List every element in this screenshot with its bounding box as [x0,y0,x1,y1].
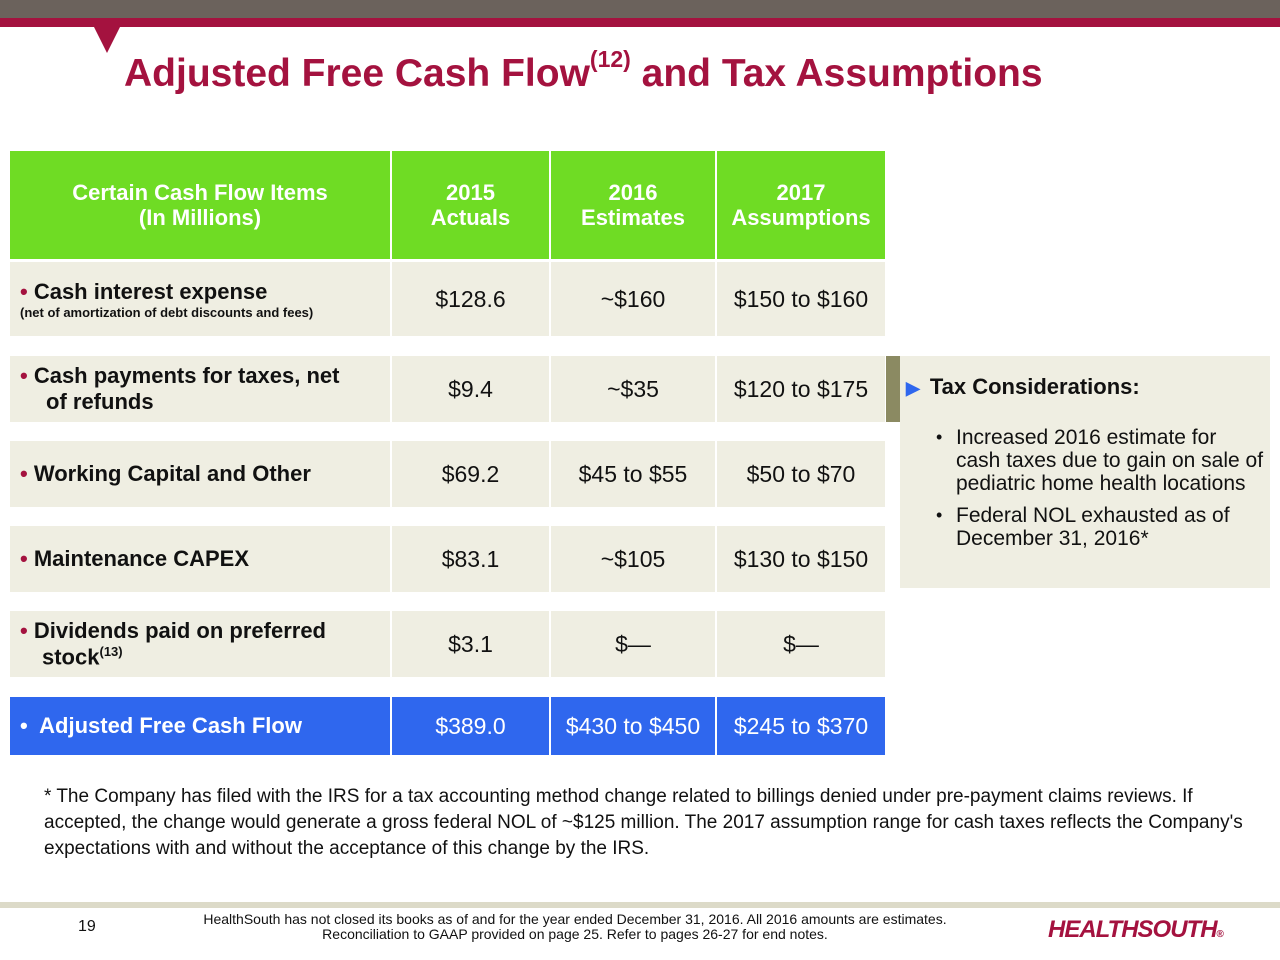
cell-value: $— [551,611,715,677]
disclaimer: HealthSouth has not closed its books as of and for the year ended December 31, 2016. All 2016 amounts are estimates. Reconciliation to GAAP provided on page 25. Refer to pages 26-27 for end notes. [203,911,947,942]
page-number: 19 [78,918,96,935]
list-item: • Federal NOL exhausted as of December 31, 2016* [936,504,1230,550]
cell-value: $50 to $70 [717,441,885,507]
company-logo: HEALTHSOUTH® [1048,916,1223,943]
tax-heading: ▶ Tax Considerations: [906,374,1140,399]
row-label-cash-taxes: • Cash payments for taxes, net of refunds [10,356,390,422]
list-item: • Increased 2016 estimate for cash taxes due to gain on sale of pediatric home health locations [936,426,1264,495]
cell-value: ~$160 [551,262,715,336]
slide-title: Adjusted Free Cash Flow$^{(12)}$ and Tax Assumptions [124,46,1043,95]
title-marker [94,27,120,53]
row-label-adjusted-fcf: • Adjusted Free Cash Flow [10,697,390,755]
top-brand-bar [0,18,1280,27]
header-2015: 2015 Actuals [392,151,549,259]
footer-divider [0,902,1280,908]
tax-list [936,426,1266,559]
row-label-dividends: • Dividends paid on preferred stock$^{(13)}$ [10,611,390,677]
cell-value: $45 to $55 [551,441,715,507]
footnote: * The Company has filed with the IRS for a tax accounting method change related to billings denied under pre-payment claims reviews. If accepted, the change would generate a gross federal NOL of ~$125 million. The 2017 assumption range for cash taxes reflects the Company's expectations with and without the acceptance of this change by the IRS. [44,786,1243,859]
cell-value: ~$105 [551,526,715,592]
cell-value: $3.1 [392,611,549,677]
row-label-working-capital: • Working Capital and Other [10,441,390,507]
cell-value: $9.4 [392,356,549,422]
cell-value: $128.6 [392,262,549,336]
total-value: $389.0 [392,697,549,755]
tax-panel-accent [886,356,900,422]
top-gray-bar [0,0,1280,18]
triangle-right-icon: ▶ [906,378,920,398]
row-label-cash-interest: • Cash interest expense (net of amortization of debt discounts and fees) [10,262,390,336]
cell-value: $83.1 [392,526,549,592]
cell-value: $— [717,611,885,677]
total-value: $430 to $450 [551,697,715,755]
cell-value: $150 to $160 [717,262,885,336]
cell-value: $120 to $175 [717,356,885,422]
header-2017: 2017 Assumptions [717,151,885,259]
total-value: $245 to $370 [717,697,885,755]
cell-value: $130 to $150 [717,526,885,592]
row-label-maintenance-capex: • Maintenance CAPEX [10,526,390,592]
header-2016: 2016 Estimates [551,151,715,259]
cell-value: ~$35 [551,356,715,422]
header-items: Certain Cash Flow Items (In Millions) [10,151,390,259]
cell-value: $69.2 [392,441,549,507]
